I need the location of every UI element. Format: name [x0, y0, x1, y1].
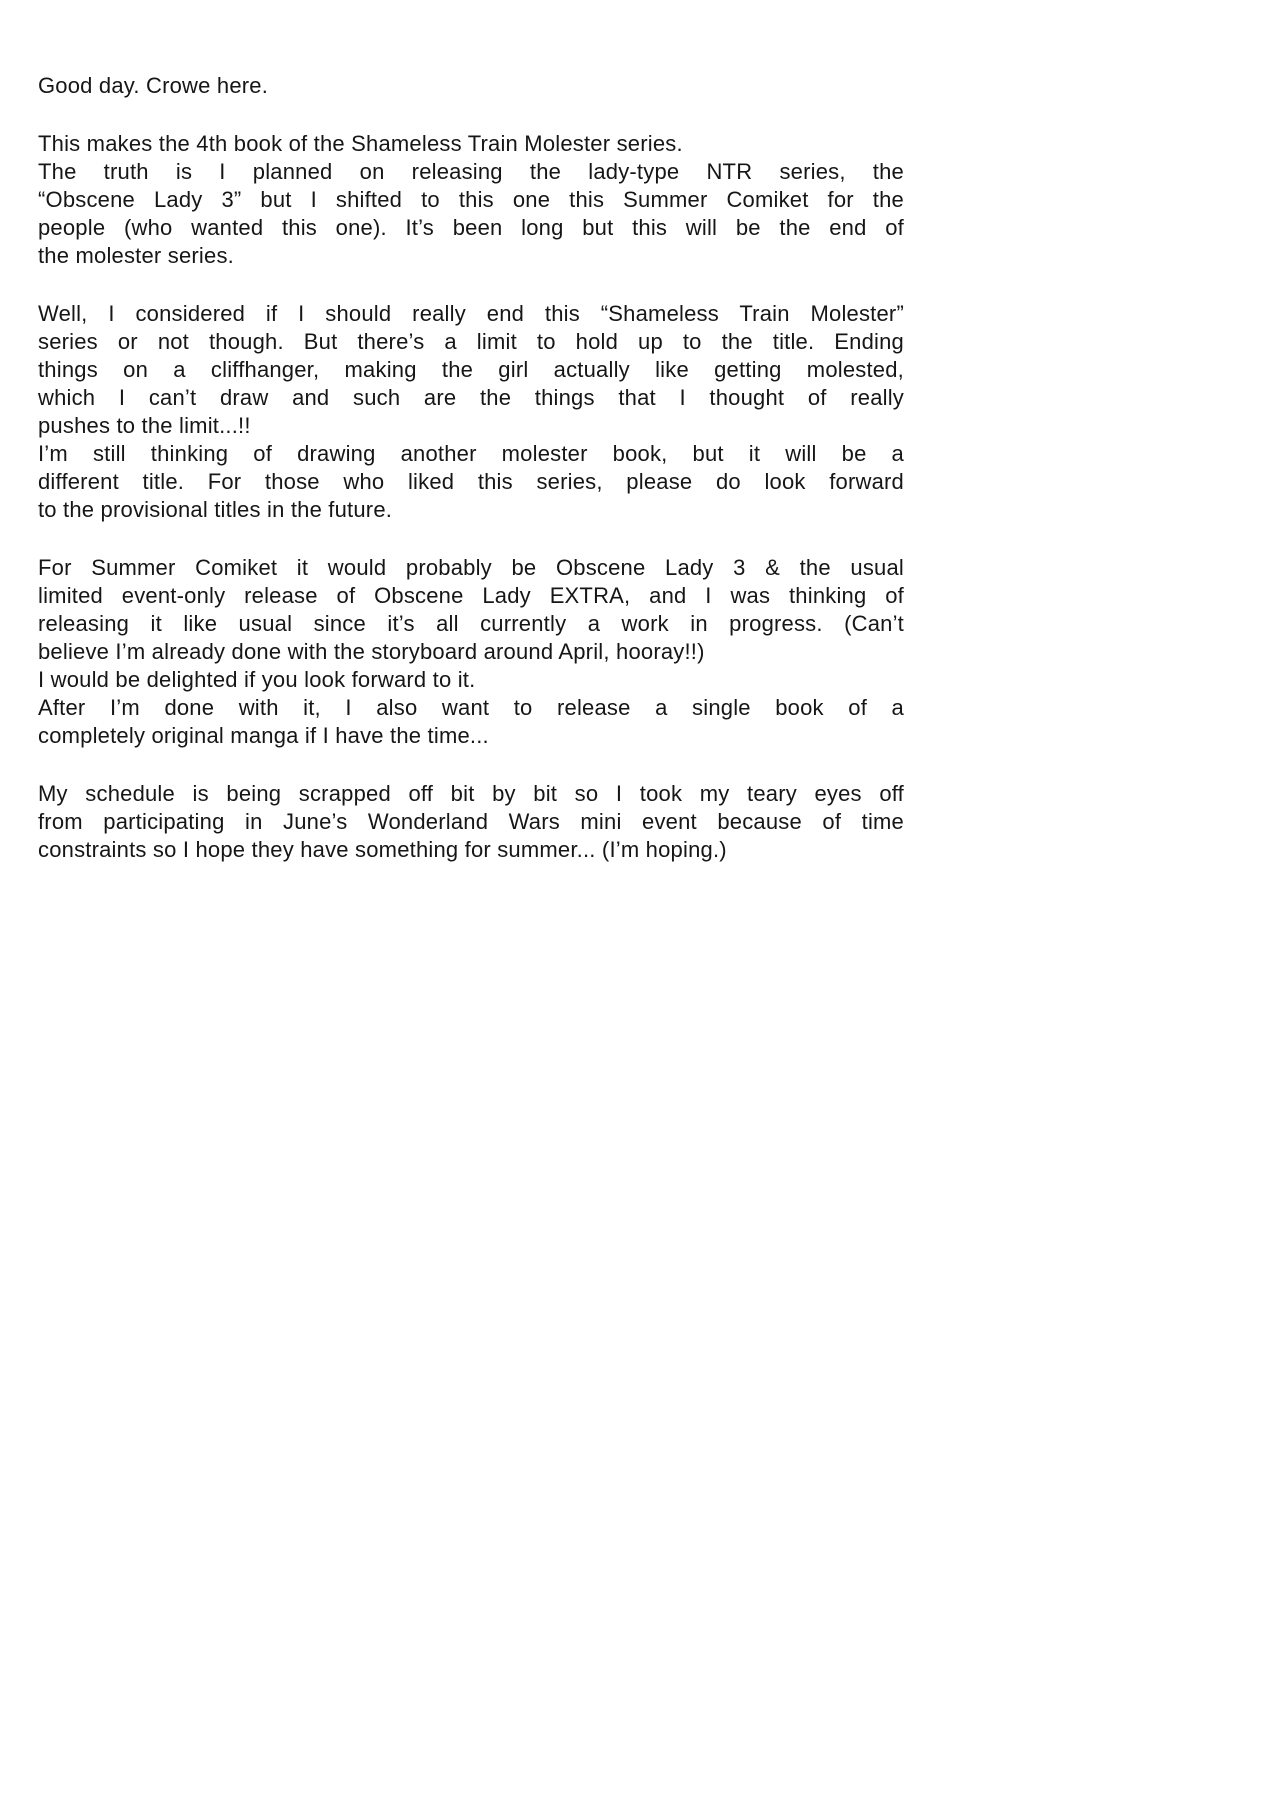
- paragraph: [38, 554, 904, 750]
- text-line: releasing it like usual since it’s all currently a work in progress. (Can’t: [38, 611, 904, 636]
- text-line: which I can’t draw and such are the things that I thought of really: [38, 385, 904, 410]
- text-line: people (who wanted this one). It’s been long but this will be the end of: [38, 215, 904, 240]
- paragraph: [38, 300, 904, 524]
- paragraph: [38, 72, 904, 100]
- afterword-text: [38, 72, 904, 894]
- text-line: different title. For those who liked this series, please do look forward: [38, 469, 904, 494]
- text-line: I’m still thinking of drawing another molester book, but it will be a: [38, 441, 904, 466]
- text-line: the molester series.: [38, 243, 234, 268]
- text-line: series or not though. But there’s a limit to hold up to the title. Ending: [38, 329, 904, 354]
- text-line: I would be delighted if you look forward to it.: [38, 667, 476, 692]
- text-line: Good day. Crowe here.: [38, 73, 269, 98]
- paragraph: [38, 130, 904, 270]
- text-line: My schedule is being scrapped off bit by bit so I took my teary eyes off: [38, 781, 904, 806]
- text-line: constraints so I hope they have something for summer... (I’m hoping.): [38, 837, 727, 862]
- text-line: completely original manga if I have the time...: [38, 723, 489, 748]
- text-line: pushes to the limit...!!: [38, 413, 251, 438]
- text-line: “Obscene Lady 3” but I shifted to this one this Summer Comiket for the: [38, 187, 904, 212]
- text-line: believe I’m already done with the storyboard around April, hooray!!): [38, 639, 705, 664]
- text-line: limited event-only release of Obscene Lady EXTRA, and I was thinking of: [38, 583, 904, 608]
- text-line: from participating in June’s Wonderland Wars mini event because of time: [38, 809, 904, 834]
- text-line: The truth is I planned on releasing the lady-type NTR series, the: [38, 159, 904, 184]
- text-line: things on a cliffhanger, making the girl actually like getting molested,: [38, 357, 904, 382]
- text-line: For Summer Comiket it would probably be Obscene Lady 3 & the usual: [38, 555, 904, 580]
- text-line: to the provisional titles in the future.: [38, 497, 393, 522]
- text-line: This makes the 4th book of the Shameless Train Molester series.: [38, 131, 683, 156]
- text-line: Well, I considered if I should really end this “Shameless Train Molester”: [38, 301, 904, 326]
- paragraph: [38, 780, 904, 864]
- text-line: After I’m done with it, I also want to release a single book of a: [38, 695, 904, 720]
